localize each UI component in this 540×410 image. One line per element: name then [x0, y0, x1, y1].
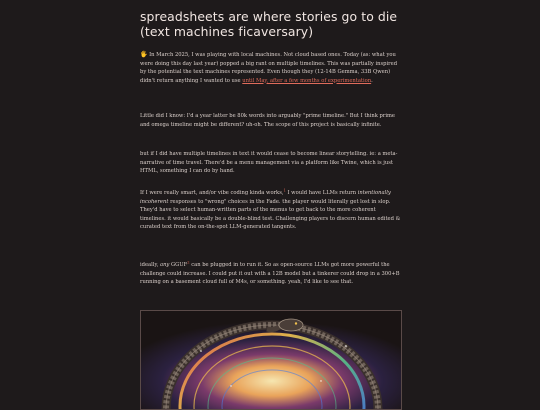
paragraph-3: but if I did have multiple timelines in text it would cease to become linear storytelling. ie: a meta-narrative of time travel. There'd be a menu management via a platform like Twine, which is just HTML, something I can do by hand.: [140, 151, 398, 174]
paragraph-5-em: any: [160, 262, 170, 268]
ouroboros-image: [140, 310, 402, 410]
paragraph-5-a: ideally,: [140, 262, 160, 268]
paragraph-4: [140, 189, 402, 232]
paragraph-5-c: can be plugged in to run it. So as open-source LLMs got more powerful the challenge could increase. I could put it out with a 12B model but a tinkerer could drop in a 300+B running on a basement cloud full of M4s, or something. yeah, I'd like to see that.: [140, 262, 400, 285]
waving-hand-icon: 🖐: [140, 51, 148, 58]
paragraph-4-c: responses to "wrong" choices in the Fade. the player would literally get lost in slop. They'd have to select human-written parts of the menus to get back to the more coherent timelines. it would basically be a double-blind test. Challenging players to discern human edited & curated text from the on-the-spot LLM-generated tangents.: [140, 198, 401, 230]
article: [140, 0, 402, 405]
footnote-2-ref[interactable]: 2: [187, 260, 190, 265]
paragraph-4-a: If I were really smart, and/or vibe coding kinda works,: [140, 190, 284, 196]
paragraph-4-b: I would have LLMs return: [285, 190, 358, 196]
ouroboros-illustration: [141, 311, 402, 410]
paragraph-2: Little did I know: I'd a year latter be 80k words into arguably "prime timeline." But I think prime and omega timeline might be different? uh-oh. The scope of this project is basically infinite.: [140, 113, 396, 128]
paragraph-5-b: GGUF: [169, 262, 188, 268]
paragraph-1-end: .: [371, 77, 373, 84]
paragraph-1-text: In March 2025, I was playing with local machines. Not cloud based ones. Today (as: what you were doing this day last year) popped a big rant on multiple timelines. This was partially inspired by the potential the text machines represented. Even though they (12-14B Gemma, 33B Qwen) didn't return anything I wanted to use: [140, 52, 398, 84]
paragraph-4-em: intentionally incoherent: [140, 190, 391, 205]
post-title: spreadsheets are where stories go to die (text machines ficaversary): [140, 9, 398, 39]
footnote-1-ref[interactable]: 1: [283, 188, 286, 193]
paragraph-5: [140, 261, 402, 287]
may-link[interactable]: until May, after a few months of experimentation: [242, 77, 372, 84]
paragraph-1: [140, 51, 402, 85]
